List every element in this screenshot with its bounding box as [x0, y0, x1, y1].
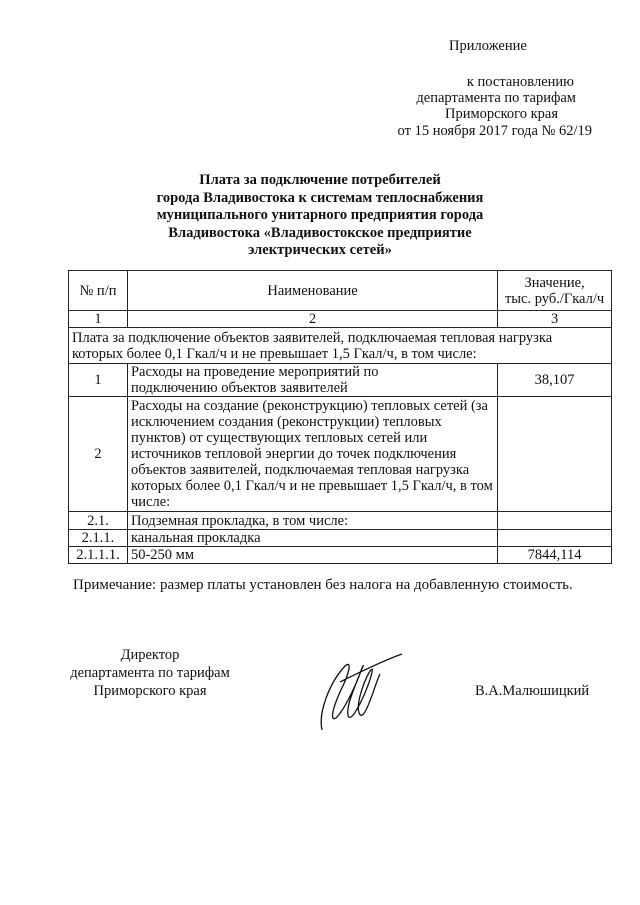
column-number-row: [69, 311, 612, 328]
row-name: канальная прокладка: [127, 530, 497, 547]
table-row: [69, 364, 612, 397]
col-number: 2: [127, 311, 497, 328]
row-num: 2.1.1.1.: [69, 547, 128, 564]
header-line: Приморского края: [444, 106, 558, 122]
title-line: Владивостока «Владивостокское предприятие: [168, 224, 472, 241]
title-line: муниципального унитарного предприятия города: [156, 207, 484, 223]
row-value: [498, 512, 612, 530]
tariff-table: [68, 270, 612, 564]
row-name: Подземная прокладка, в том числе:: [127, 512, 497, 530]
row-value: 38,107: [498, 364, 612, 397]
signatory-name: В.А.Малюшицкий: [475, 683, 590, 699]
row-num: 1: [69, 364, 128, 397]
header-line: от 15 ноября 2017 года № 62/19: [397, 123, 592, 139]
handwritten-signature: [300, 652, 410, 732]
row-value: [498, 397, 612, 512]
section-text: Плата за подключение объектов заявителей, подключаемая тепловая нагрузка которых более 0,1 Гкал/ч и не превышает 1,5 Гкал/ч, в том числе:: [69, 328, 612, 364]
header-line: к постановлению: [466, 74, 574, 90]
col-number: 3: [498, 311, 612, 328]
row-value: [498, 530, 612, 547]
row-name: Расходы на проведение мероприятий по подключению объектов заявителей: [127, 364, 497, 397]
header-value: Значение, тыс. руб./Гкал/ч: [498, 271, 612, 311]
row-num: 2.1.: [69, 512, 128, 530]
table-row: [69, 397, 612, 512]
table-row: [69, 512, 612, 530]
col-number: 1: [69, 311, 128, 328]
row-name: Расходы на создание (реконструкцию) тепловых сетей (за исключением создания (реконструкции) тепловых пунктов) от существующих тепловых сетей или источников тепловой энергии до точек подключения объектов заявителей, подключаемая тепловая нагрузка которых более 0,1 Гкал/ч и не превышает 1,5 Гкал/ч, в том числе:: [127, 397, 497, 512]
section-row: [69, 328, 612, 364]
signatory-position: Директор департамента по тарифам Приморского края: [70, 647, 230, 699]
row-value: 7844,114: [498, 547, 612, 564]
table-row: [69, 530, 612, 547]
table-row: [69, 547, 612, 564]
row-name: 50-250 мм: [127, 547, 497, 564]
title-line: электрических сетей»: [248, 242, 392, 258]
document-title: [0, 172, 640, 260]
appendix-label: Приложение: [449, 38, 527, 54]
header-name: Наименование: [127, 271, 497, 311]
table-header-row: [69, 271, 612, 311]
row-num: 2.1.1.: [69, 530, 128, 547]
row-num: 2: [69, 397, 128, 512]
title-line: Плата за подключение потребителей: [199, 172, 441, 188]
header-line: департамента по тарифам: [416, 90, 576, 106]
note: Примечание: размер платы установлен без налога на добавленную стоимость.: [73, 577, 573, 593]
header-num: № п/п: [69, 271, 128, 311]
title-line: города Владивостока к системам теплоснабжения: [156, 189, 484, 206]
